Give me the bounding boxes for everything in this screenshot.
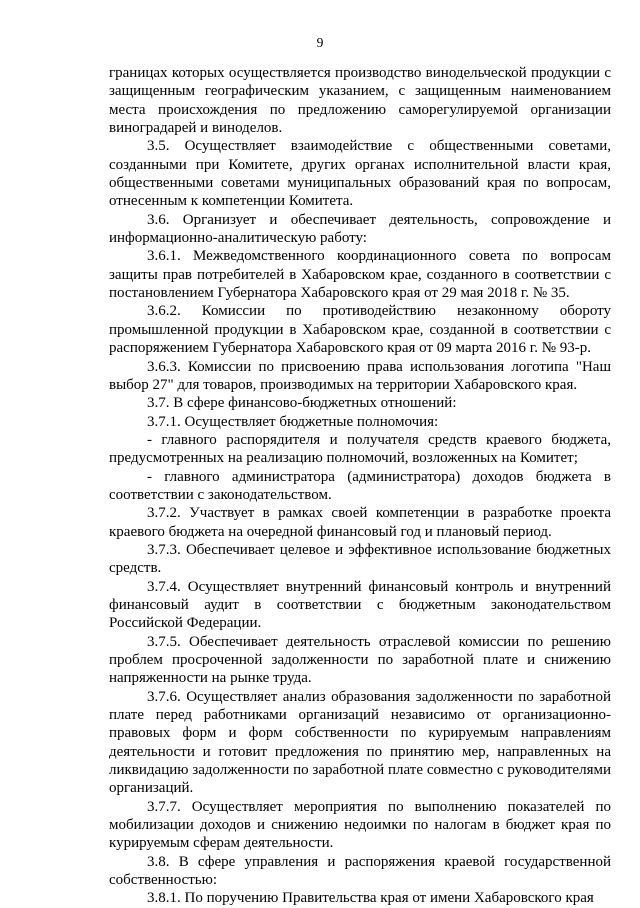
paragraph-3-7-4: 3.7.4. Осуществляет внутренний финансовый контроль и внутренний финансовый аудит в соответствии с бюджетным законодательством Российской Федерации. <box>109 578 611 632</box>
paragraph-3-8: 3.8. В сфере управления и распоряжения краевой государственной собственностью: <box>109 853 611 889</box>
paragraph-3-7-5: 3.7.5. Обеспечивает деятельность отраслевой комиссии по решению проблем просроченной задолженности по заработной плате и снижению напряженности на рынке труда. <box>109 633 611 687</box>
paragraph-3-6: 3.6. Организует и обеспечивает деятельность, сопровождение и информационно-аналитическую работу: <box>109 211 611 247</box>
paragraph-3-6-1: 3.6.1. Межведомственного координационного совета по вопросам защиты прав потребителей в Хабаровском крае, созданного в соответствии с постановлением Губернатора Хабаровского края от 29 мая 2018 г. № 35. <box>109 248 611 302</box>
paragraph-3-7-3: 3.7.3. Обеспечивает целевое и эффективное использование бюджетных средств. <box>109 541 611 577</box>
paragraph-3-7-6: 3.7.6. Осуществляет анализ образования задолженности по заработной плате перед работниками организаций независимо от организационно-правовых форм и форм собственности по курируемым направлениям деятельности и готовит предложения по принятию мер, направленных на ликвидацию задолженности по заработной плате совместно с руководителями организаций. <box>109 688 611 797</box>
paragraph-3-8-1: 3.8.1. По поручению Правительства края от имени Хабаровского края <box>147 890 594 907</box>
paragraph-3-5: 3.5. Осуществляет взаимодействие с общественными советами, созданными при Комитете, других органах исполнительной власти края, общественными советами муниципальных образований края по вопросам, отнесенным к компетенции Комитета. <box>109 138 611 210</box>
list-item-distributor: - главного распорядителя и получателя средств краевого бюджета, предусмотренных на реализацию полномочий, возложенных на Комитет; <box>109 431 611 467</box>
paragraph-3-7-7: 3.7.7. Осуществляет мероприятия по выполнению показателей по мобилизации доходов и снижению недоимки по налогам в бюджет края по курируемым сферам деятельности. <box>109 798 611 852</box>
list-item-administrator: - главного администратора (администратора) доходов бюджета в соответствии с законодательством. <box>109 468 611 503</box>
paragraph-3-6-3: 3.6.3. Комиссии по присвоению права использования логотипа "Наш выбор 27" для товаров, производимых на территории Хабаровского края. <box>109 358 611 393</box>
paragraph-3-6-2: 3.6.2. Комиссии по противодействию незаконному обороту промышленной продукции в Хабаровском крае, созданной в соответствии с распоряжением Губернатора Хабаровского края от 09 марта 2016 г. № 93-р. <box>109 303 611 357</box>
page-number: 9 <box>316 35 324 50</box>
paragraph-continuation: границах которых осуществляется производство винодельческой продукции с защищенным географическим указанием, с защищенным наименованием места происхождения по предложению саморегулируемой организации виноградарей и виноделов. <box>109 65 611 137</box>
paragraph-3-7-1: 3.7.1. Осуществляет бюджетные полномочия: <box>147 413 439 430</box>
paragraph-3-7-2: 3.7.2. Участвует в рамках своей компетенции в разработке проекта краевого бюджета на очередной финансовый год и плановый период. <box>109 505 611 540</box>
paragraph-3-7: 3.7. В сфере финансово-бюджетных отношений: <box>147 395 457 412</box>
document-body <box>109 64 611 908</box>
